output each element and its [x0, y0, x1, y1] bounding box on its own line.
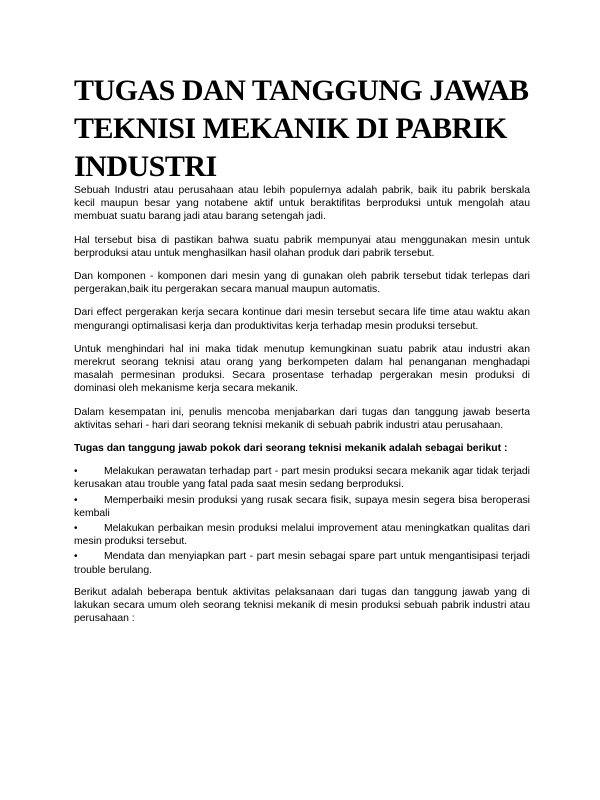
paragraph: Dari effect pergerakan kerja secara kontinue dari mesin tersebut secara life time atau waktu akan mengurangi optimalisasi kerja dan produktivitas kerja terhadap mesin produksi tersebut. — [74, 307, 530, 332]
paragraph: Untuk menghindari hal ini maka tidak menutup kemungkinan suatu pabrik atau industri akan merekrut seorang teknisi atau orang yang berkompeten dalam hal penanganan menghadapi masalah permesinan produksi. Secara prosentase terhadap pergerakan mesin produksi di dominasi oleh mekanisme kerja secara mekanik. — [74, 343, 530, 395]
list-heading: Tugas dan tanggung jawab pokok dari seorang teknisi mekanik adalah sebagai berikut : — [74, 443, 508, 455]
paragraph: Dalam kesempatan ini, penulis mencoba menjabarkan dari tugas dan tanggung jawab beserta aktivitas sehari - hari dari seorang teknisi mekanik di sebuah pabrik industri atau perusahaan. — [74, 406, 530, 431]
bullet-icon: • — [74, 551, 78, 563]
list-item — [74, 522, 530, 548]
closing-paragraph: Berikut adalah beberapa bentuk aktivitas pelaksanaan dari tugas dan tanggung jawab yang di lakukan secara umum oleh seorang teknisi mekanik di mesin produksi sebuah pabrik industri atau perusahaan : — [74, 586, 530, 625]
paragraph: Sebuah Industri atau perusahaan atau lebih populernya adalah pabrik, baik itu pabrik berskala kecil maupun besar yang notabene aktif untuk beraktifitas berproduksi untuk mengolah atau membuat suatu barang jadi atau barang setengah jadi. — [74, 185, 530, 223]
list-item-text: Memperbaiki mesin produksi yang rusak secara fisik, supaya mesin segera bisa beroperasi kembali — [74, 494, 530, 519]
list-item — [74, 494, 530, 520]
document-title: TUGAS DAN TANGGUNG JAWAB TEKNISI MEKANIK DI PABRIK INDUSTRI — [74, 74, 529, 183]
list-item-text: Melakukan perawatan terhadap part - part mesin produksi secara mekanik agar tidak terjadi kerusakan atau trouble yang fatal pada saat mesin sedang berproduksi. — [74, 466, 530, 491]
responsibility-list — [74, 465, 530, 577]
paragraph: Hal tersebut bisa di pastikan bahwa suatu pabrik mempunyai atau menggunakan mesin untuk berproduksi atau untuk menghasilkan hasil olahan produk dari pabrik tersebut. — [74, 234, 530, 259]
list-item-text: Melakukan perbaikan mesin produksi melalui improvement atau meningkatkan qualitas dari mesin produksi tersebut. — [74, 523, 530, 548]
paragraph: Dan komponen - komponen dari mesin yang di gunakan oleh pabrik tersebut tidak terlepas dari pergerakan,baik itu pergerakan secara manual maupun automatis. — [74, 271, 530, 296]
bullet-icon: • — [74, 523, 78, 535]
document-body — [74, 184, 530, 635]
list-item — [74, 465, 530, 491]
list-item — [74, 550, 530, 576]
bullet-icon: • — [74, 494, 78, 506]
bullet-icon: • — [74, 466, 78, 478]
list-item-text: Mendata dan menyiapkan part - part mesin sebagai spare part untuk mengantisipasi terjadi trouble berulang. — [74, 551, 530, 576]
